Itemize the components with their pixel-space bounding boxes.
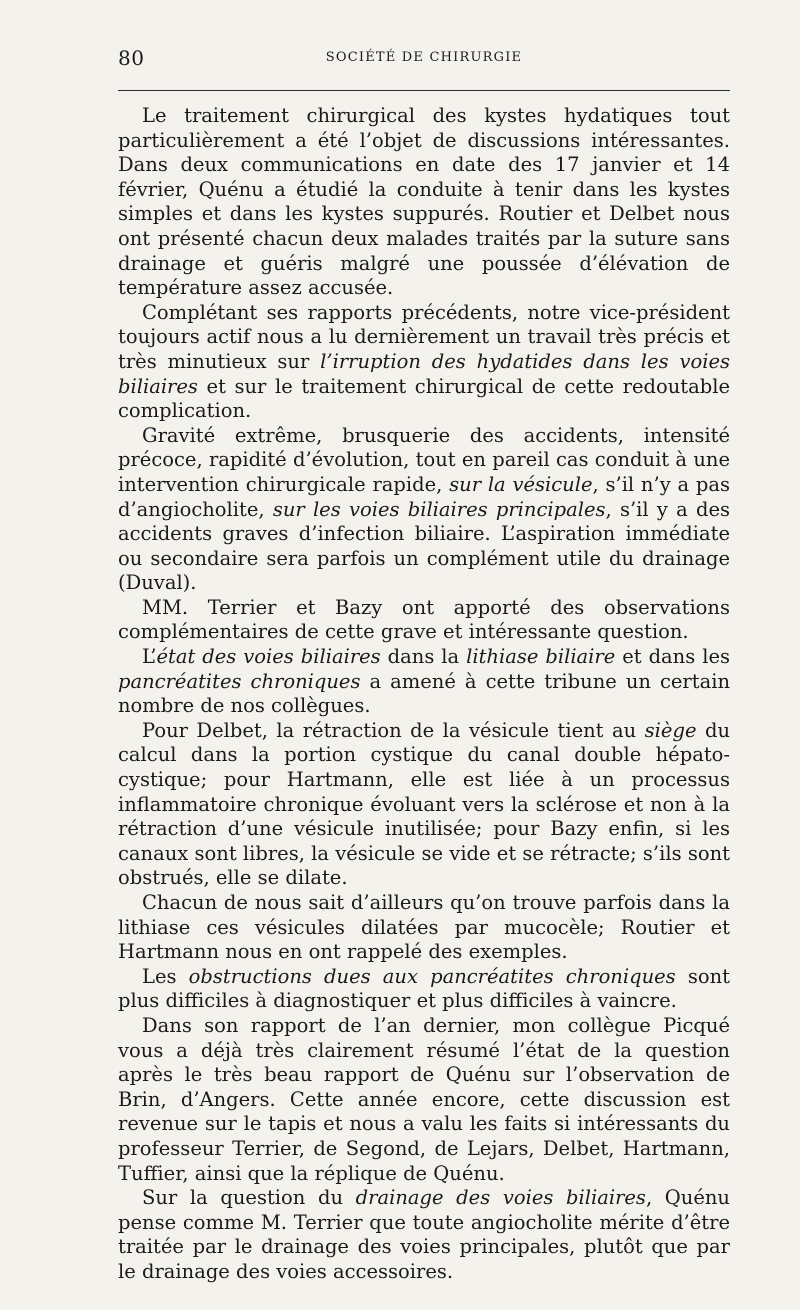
italic-run: siège [644, 718, 697, 742]
text-run: et sur le traitement chirurgical de cette redoutable complication. [118, 374, 730, 423]
header-rule [118, 90, 730, 91]
italic-run: lithiase biliaire [466, 645, 616, 669]
text-run: Les [142, 964, 189, 988]
text-run: , Quénu pense comme M. Terrier que toute angiocholite mérite d’être traitée par le drainage des voies principales, plutôt que par le drainage des voies accessoires. [118, 1186, 730, 1283]
paragraph [118, 891, 730, 965]
italic-run: l’irruption des hydatides dans les voies biliaires [118, 349, 730, 398]
italic-run: sur la vésicule [449, 472, 593, 496]
text-run: et dans les [615, 645, 730, 669]
paragraph [118, 645, 730, 719]
paragraph [118, 301, 730, 424]
paragraph [118, 1186, 730, 1284]
running-title: SOCIÉTÉ DE CHIRURGIE [325, 50, 523, 65]
text-run: du calcul dans la portion cystique du canal double hépato-cystique; pour Hartmann, elle est liée à un processus inflammatoire chronique évoluant vers la sclérose et non à la rétraction d’une vésicule inutilisée; pour Bazy enfin, si les canaux sont libres, la vésicule se vide et se rétracte; s’ils sont obstrués, elle se dilate. [118, 718, 731, 890]
text-run: Sur la question du [142, 1186, 356, 1210]
paragraph [118, 104, 730, 301]
text-run: Le traitement chirurgical des kystes hydatiques tout particulièrement a été l’objet de discussions intéressantes. Dans deux communications en date des 17 janvier et 14 février, Quénu a étudié la conduite à tenir dans les kystes simples et dans les kystes suppurés. Routier et Delbet nous ont présenté chacun deux malades traités par la suture sans drainage et guéris malgré une poussée d’élévation de température assez accusée. [118, 104, 730, 300]
text-run: , s’il y a des accidents graves d’infection biliaire. L’aspiration immédiate ou secondaire sera parfois un complément utile du drainage (Duval). [118, 497, 730, 595]
paragraph [118, 1014, 730, 1186]
paragraph [118, 596, 730, 645]
text-run: a amené à cette tribune un certain nombre de nos collègues. [118, 669, 731, 718]
body-text [118, 104, 730, 1285]
italic-run: drainage des voies biliaires [355, 1186, 646, 1210]
text-run: Dans son rapport de l’an dernier, mon collègue Picqué vous a déjà très clairement résumé l’état de la question après le très beau rapport de Quénu sur l’observation de Brin, d’Angers. Cette année encore, cette discussion est revenue sur le tapis et nous a valu les faits si intéressants du professeur Terrier, de Segond, de Lejars, Delbet, Hartmann, Tuffier, ainsi que la réplique de Quénu. [118, 1013, 730, 1185]
paragraph [118, 424, 730, 596]
page-header [118, 46, 730, 76]
text-run: Complétant ses rapports précédents, notre vice-président toujours actif nous a lu dernièrement un travail très précis et très minutieux sur [118, 300, 730, 373]
page-number: 80 [118, 46, 145, 70]
italic-run: sur les voies biliaires principales [272, 497, 606, 521]
text-run: dans la [380, 645, 467, 669]
italic-run: obstructions dues aux pancréatites chroniques [188, 964, 676, 988]
text-run: , s’il n’y a pas d’angiocholite, [118, 472, 730, 521]
text-run: Chacun de nous sait d’ailleurs qu’on trouve parfois dans la lithiase ces vésicules dilatées par mucocèle; Routier et Hartmann nous en ont rappelé des exemples. [118, 891, 730, 964]
paragraph [118, 719, 730, 891]
text-run: MM. Terrier et Bazy ont apporté des observations complémentaires de cette grave et intéressante question. [118, 595, 730, 644]
italic-run: pancréatites chroniques [118, 669, 361, 693]
text-run: Pour Delbet, la rétraction de la vésicule tient au [142, 718, 645, 742]
text-run: L’ [142, 645, 157, 669]
paragraph [118, 965, 730, 1014]
text-run: Gravité extrême, brusquerie des accidents, intensité précoce, rapidité d’évolution, tout en pareil cas conduit à une intervention chirurgicale rapide, [118, 423, 730, 496]
italic-run: état des voies biliaires [156, 645, 381, 669]
text-run: sont plus difficiles à diagnostiquer et plus difficiles à vaincre. [118, 964, 730, 1013]
